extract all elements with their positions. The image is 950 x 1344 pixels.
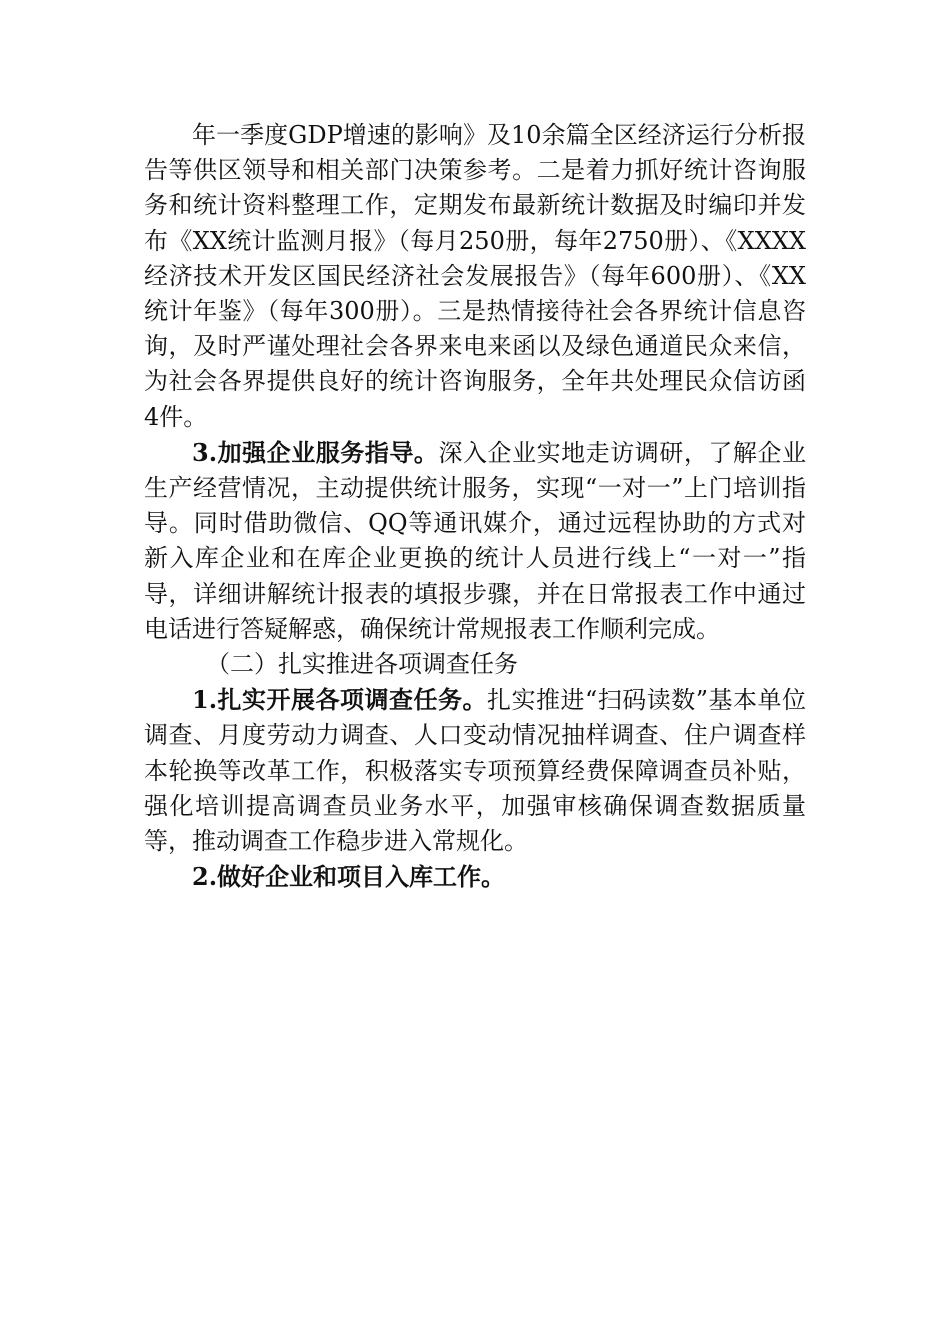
- paragraph-text: 深入企业实地走访调研，了解企业生产经营情况，主动提供统计服务，实现“一对一”上门培训指导。同时借助微信、QQ等通讯媒介，通过远程协助的方式对新入库企业和在库企业更换的统计人员进行线上“一对一”指导，详细讲解统计报表的填报步骤，并在日常报表工作中通过电话进行答疑解惑，确保统计常规报表工作顺利完成。: [144, 438, 806, 643]
- paragraph-lead-heading: 1.扎实开展各项调查任务。: [192, 685, 488, 715]
- paragraph-text: 扎实推进“扫码读数”基本单位调查、月度劳动力调查、人口变动情况抽样调查、住户调查样本轮换等改革工作，积极落实专项预算经费保障调查员补贴，强化培训提高调查员业务水平，加强审核确保调查数据质量等，推动调查工作稳步进入常规化。: [144, 686, 806, 856]
- document-body: [144, 118, 806, 895]
- paragraph-enterprise-service: [144, 435, 806, 647]
- paragraph-survey-tasks: [144, 682, 806, 859]
- paragraph-text: 年一季度GDP增速的影响》及10余篇全区经济运行分析报告等供区领导和相关部门决策参考。二是着力抓好统计咨询服务和统计资料整理工作，定期发布最新统计数据及时编印并发布《XX统计监测月报》（每月250册，每年2750册）、《XXXX经济技术开发区国民经济社会发展报告》（每年600册）、《XX统计年鉴》（每年300册）。三是热情接待社会各界统计信息咨询，及时严谨处理社会各界来电来函以及绿色通道民众来信，为社会各界提供良好的统计咨询服务，全年共处理民众信访函4件。: [144, 121, 806, 431]
- section-heading-survey-tasks: [144, 647, 806, 682]
- section-heading-text: （二）扎实推进各项调查任务: [206, 650, 518, 679]
- paragraph-enterprise-registration: [144, 859, 806, 895]
- paragraph-statistics-consulting: [144, 118, 806, 435]
- paragraph-lead-heading: 3.加强企业服务指导。: [192, 437, 439, 467]
- paragraph-lead-heading: 2.做好企业和项目入库工作。: [192, 862, 506, 892]
